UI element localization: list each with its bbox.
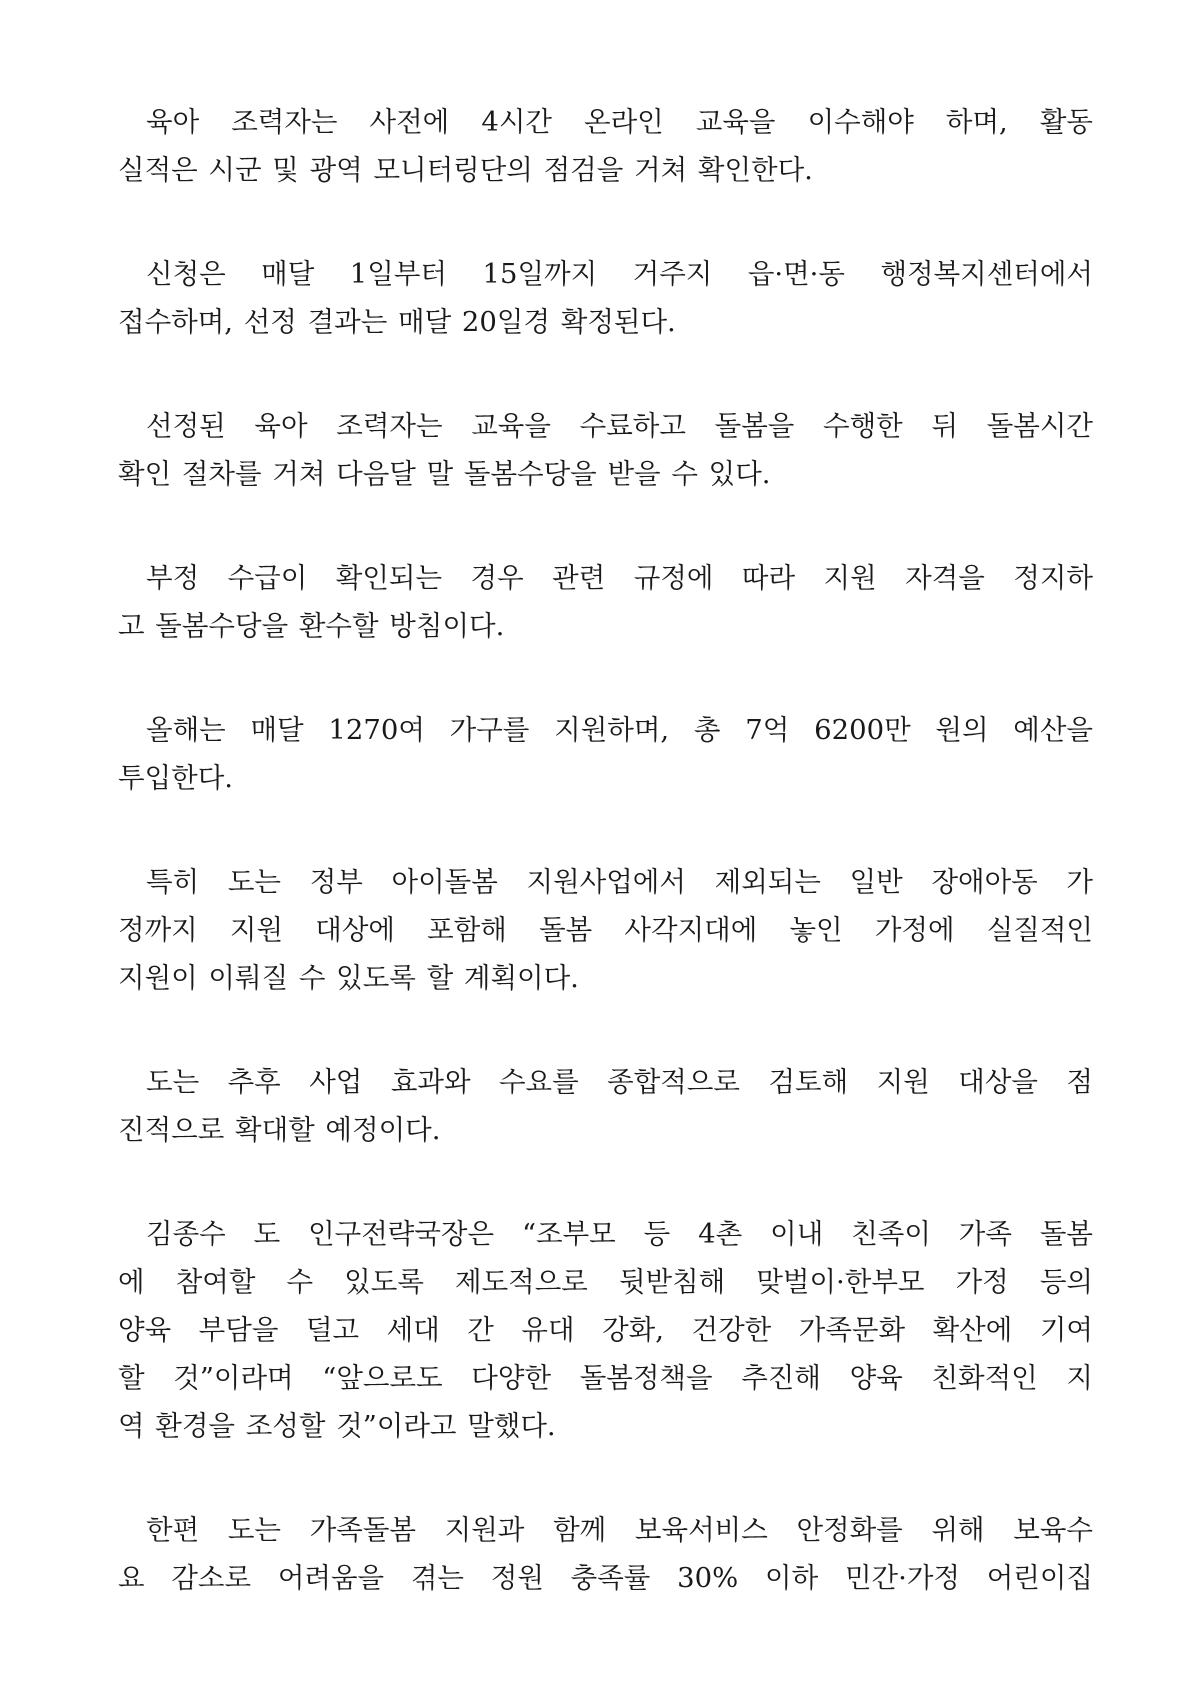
paragraph-6 — [118, 858, 1093, 1002]
paragraph-9 — [118, 1506, 1093, 1602]
text-line: 고 돌봄수당을 환수할 방침이다. — [118, 610, 505, 642]
paragraph-3 — [118, 402, 1093, 498]
text-line: 실적은 시군 및 광역 모니터링단의 점검을 거쳐 확인한다. — [118, 154, 813, 186]
paragraph-1 — [118, 98, 1093, 194]
paragraph-5 — [118, 706, 1093, 802]
text-line: 확인 절차를 거쳐 다음달 말 돌봄수당을 받을 수 있다. — [118, 458, 771, 490]
text-line: 접수하며, 선정 결과는 매달 20일경 확정된다. — [118, 306, 676, 338]
paragraph-8 — [118, 1210, 1093, 1450]
text-line: 역 환경을 조성할 것”이라고 말했다. — [118, 1410, 556, 1442]
text-line: 한편 도는 가족돌봄 지원과 함께 보육서비스 안정화를 위해 보육수 — [146, 1514, 1093, 1546]
text-line: 육아 조력자는 사전에 4시간 온라인 교육을 이수해야 하며, 활동 — [146, 106, 1093, 138]
text-line: 할 것”이라며 “앞으로도 다양한 돌봄정책을 추진해 양육 친화적인 지 — [118, 1362, 1093, 1394]
text-line: 투입한다. — [118, 762, 234, 794]
text-line: 정까지 지원 대상에 포함해 돌봄 사각지대에 놓인 가정에 실질적인 — [118, 914, 1093, 946]
paragraph-4 — [118, 554, 1093, 650]
text-line: 선정된 육아 조력자는 교육을 수료하고 돌봄을 수행한 뒤 돌봄시간 — [146, 410, 1093, 442]
text-line: 올해는 매달 1270여 가구를 지원하며, 총 7억 6200만 원의 예산을 — [146, 714, 1093, 746]
text-line: 특히 도는 정부 아이돌봄 지원사업에서 제외되는 일반 장애아동 가 — [146, 866, 1093, 898]
text-line: 진적으로 확대할 예정이다. — [118, 1114, 441, 1146]
paragraph-7 — [118, 1058, 1093, 1154]
text-line: 요 감소로 어려움을 겪는 정원 충족률 30% 이하 민간·가정 어린이집 — [118, 1562, 1093, 1594]
text-line: 김종수 도 인구전략국장은 “조부모 등 4촌 이내 친족이 가족 돌봄 — [146, 1218, 1093, 1250]
text-line: 지원이 이뤄질 수 있도록 할 계획이다. — [118, 962, 579, 994]
paragraph-2 — [118, 250, 1093, 346]
text-line: 신청은 매달 1일부터 15일까지 거주지 읍·면·동 행정복지센터에서 — [146, 258, 1093, 290]
text-line: 양육 부담을 덜고 세대 간 유대 강화, 건강한 가족문화 확산에 기여 — [118, 1314, 1093, 1346]
text-line: 도는 추후 사업 효과와 수요를 종합적으로 검토해 지원 대상을 점 — [146, 1066, 1093, 1098]
document-body — [118, 98, 1093, 1658]
text-line: 부정 수급이 확인되는 경우 관련 규정에 따라 지원 자격을 정지하 — [146, 562, 1093, 594]
text-line: 에 참여할 수 있도록 제도적으로 뒷받침해 맞벌이·한부모 가정 등의 — [118, 1266, 1093, 1298]
